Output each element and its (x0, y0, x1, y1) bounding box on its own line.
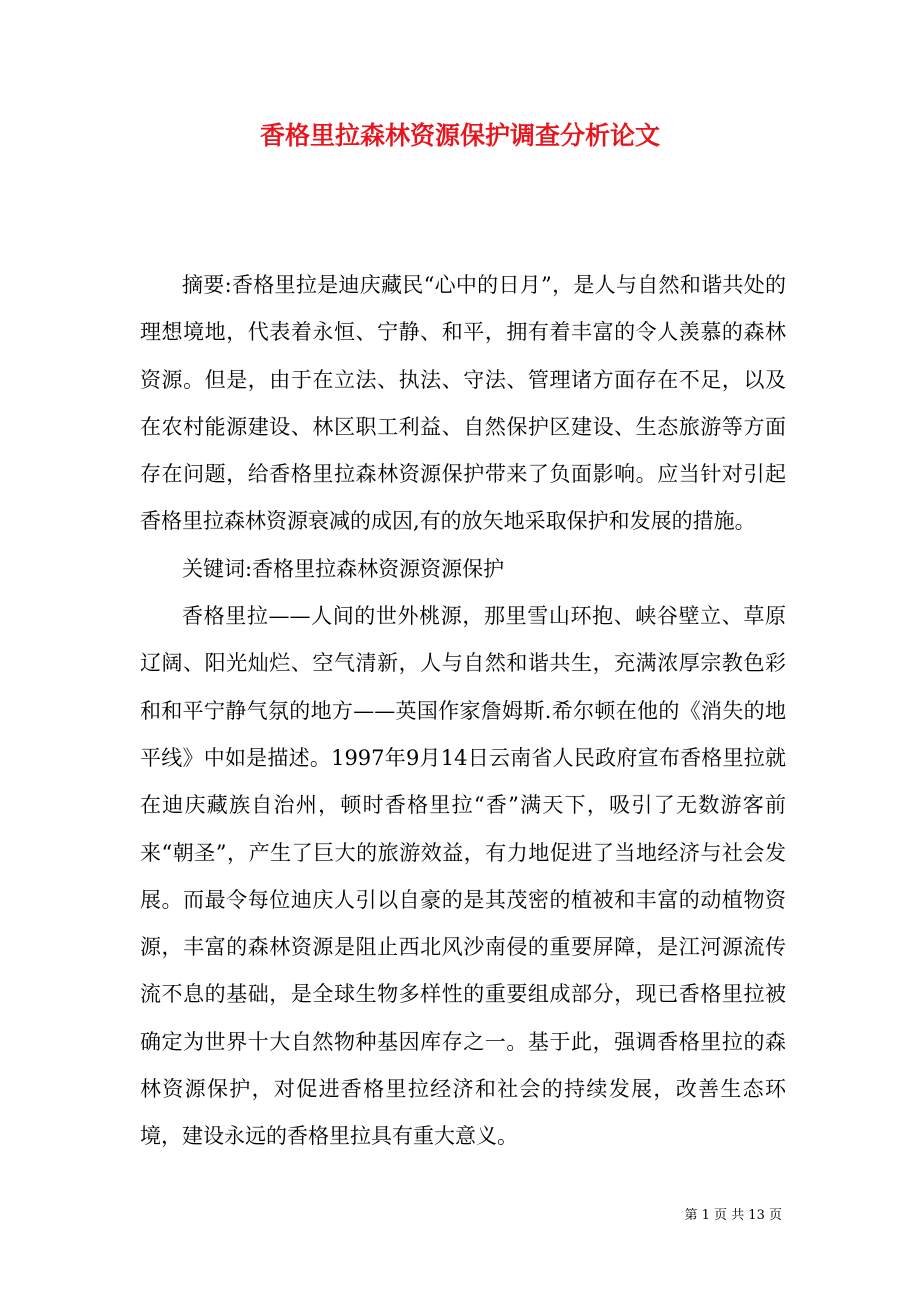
page-number-footer (600, 1206, 782, 1226)
footer-current-page: 1 (701, 1208, 710, 1223)
keywords-paragraph: 关键词:香格里拉森林资源资源保护 (182, 556, 505, 581)
footer-middle: 页 共 (714, 1208, 745, 1223)
document-body (140, 262, 786, 1161)
intro-paragraph: 香格里拉——人间的世外桃源，那里雪山环抱、峡谷壁立、草原辽阔、阳光灿烂、空气清新，人与自然和谐共生，充满浓厚宗教色彩和和平宁静气氛的地方——英国作家詹姆斯.希尔顿在他的《消失的地平线》中如是描述。1997年9月14日云南省人民政府宣布香格里拉就在迪庆藏族自治州，顿时香格里拉“香”满天下，吸引了无数游客前来“朝圣”，产生了巨大的旅游效益，有力地促进了当地经济与社会发展。而最令每位迪庆人引以自豪的是其茂密的植被和丰富的动植物资源，丰富的森林资源是阻止西北风沙南侵的重要屏障，是江河源流传流不息的基础，是全球生物多样性的重要组成部分，现已香格里拉被确定为世界十大自然物种基因库存之一。基于此，强调香格里拉的森林资源保护，对促进香格里拉经济和社会的持续发展，改善生态环境，建设永远的香格里拉具有重大意义。 (140, 604, 786, 1149)
footer-suffix: 页 (768, 1208, 782, 1223)
footer-prefix: 第 (684, 1208, 698, 1223)
footer-total-pages: 13 (748, 1208, 765, 1223)
document-title: 香格里拉森林资源保护调查分析论文 (259, 121, 660, 150)
abstract-paragraph: 摘要:香格里拉是迪庆藏民“心中的日月”，是人与自然和谐共处的理想境地，代表着永恒、宁静、和平，拥有着丰富的令人羡慕的森林资源。但是，由于在立法、执法、守法、管理诸方面存在不足，以及在农村能源建设、林区职工利益、自然保护区建设、生态旅游等方面存在问题，给香格里拉森林资源保护带来了负面影响。应当针对引起香格里拉森林资源衰减的成因,有的放矢地采取保护和发展的措施。 (140, 273, 786, 534)
